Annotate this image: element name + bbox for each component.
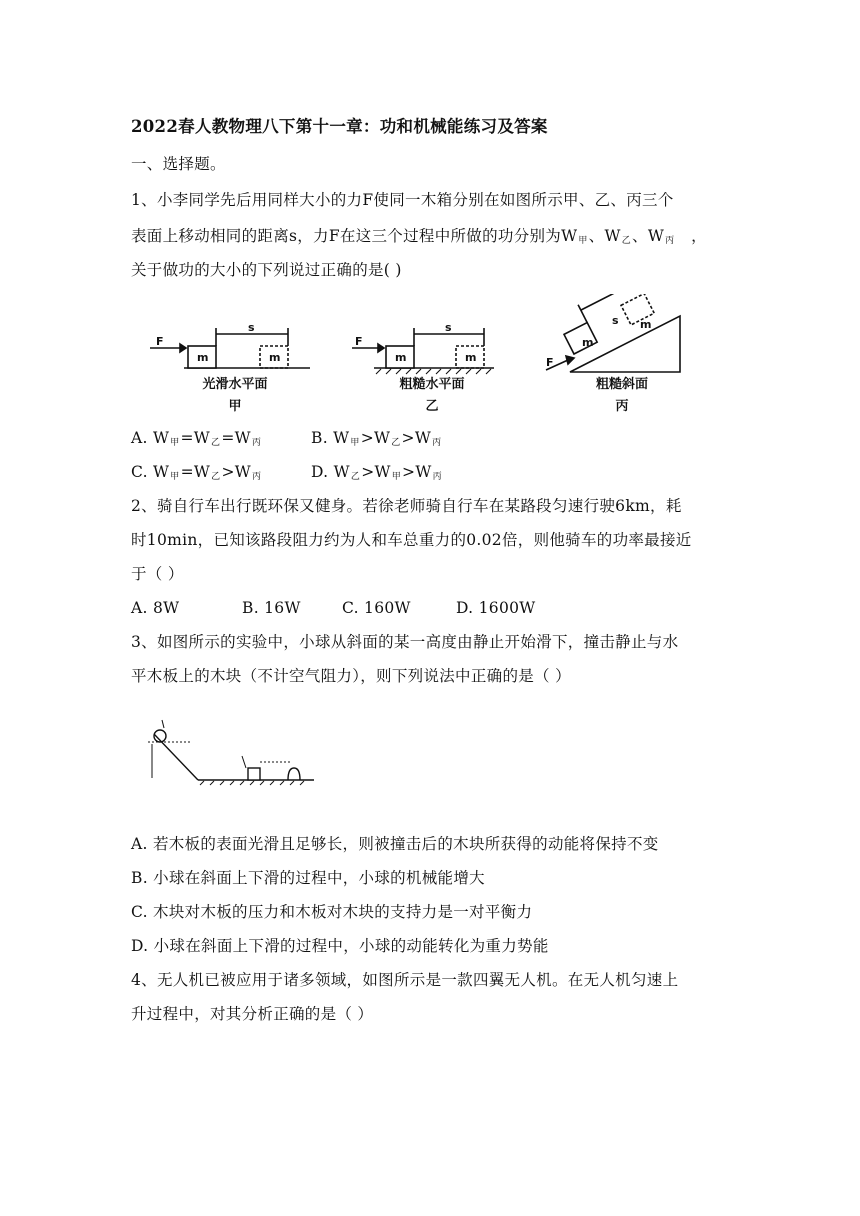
panel-name-3: 丙 <box>615 399 629 414</box>
q2-option-a[interactable]: A. 8W <box>131 599 180 617</box>
opt-a-s3: 丙 <box>251 438 262 448</box>
panel-name-2: 乙 <box>425 399 439 414</box>
opt-b-s3: 丙 <box>432 438 442 448</box>
q1-figure <box>150 294 690 420</box>
opt-b-pre: B. W <box>311 429 350 447</box>
q3-stem-line2: 平木板上的木块（不计空气阻力），则下列说法中正确的是（ ） <box>131 667 571 685</box>
q1-option-b[interactable] <box>311 428 442 453</box>
force-label-1: F <box>156 335 164 348</box>
opt-c-op1: =W <box>180 463 211 481</box>
opt-d-s1: 乙 <box>350 472 361 482</box>
opt-b-s2: 乙 <box>391 438 401 448</box>
q2-option-b[interactable]: B. 16W <box>242 599 301 617</box>
opt-a-op2: =W <box>221 429 251 447</box>
distance-label-3: s <box>612 314 619 327</box>
q3-stem-line1: 3、如图所示的实验中，小球从斜面的某一高度由静止开始滑下，撞击静止与水 <box>131 633 679 651</box>
panel-name-1: 甲 <box>228 399 242 414</box>
opt-a-s1: 甲 <box>170 438 180 448</box>
block-ghost-label-1: m <box>269 351 281 364</box>
page-title: 2022春人教物理八下第十一章：功和机械能练习及答案 <box>131 117 548 136</box>
sep-1: 、 <box>588 227 605 245</box>
q3-option-a[interactable]: A. 若木板的表面光滑且足够长，则被撞击后的木块所获得的动能将保持不变 <box>131 835 659 853</box>
q2-option-d[interactable]: D. 1600W <box>456 599 536 617</box>
opt-a-pre: A. W <box>131 429 170 447</box>
sub-jia: 甲 <box>578 236 588 246</box>
opt-c-pre: C. W <box>131 463 170 481</box>
opt-d-op2: >W <box>402 463 432 481</box>
q2-stem-line2: 时10min，已知该路段阻力约为人和车总重力的0.02倍，则他骑车的功率最接近 <box>131 531 692 549</box>
section-heading: 一、选择题。 <box>131 155 226 173</box>
q1-stem-line1: 1、小李同学先后用同样大小的力F使同一木箱分别在如图所示甲、乙、丙三个 <box>131 191 674 209</box>
surface-label-3: 粗糙斜面 <box>595 377 649 392</box>
q1-option-c[interactable] <box>131 462 311 487</box>
distance-label-1: s <box>248 321 255 334</box>
q3-option-d[interactable]: D. 小球在斜面上下滑的过程中，小球的动能转化为重力势能 <box>131 937 549 955</box>
sub-bing: 丙 <box>665 236 675 246</box>
opt-b-s1: 甲 <box>350 438 360 448</box>
force-label-2: F <box>355 335 363 348</box>
force-label-3: F <box>546 356 554 369</box>
opt-d-pre: D. W <box>311 463 350 481</box>
q1-stem-line2-text: 表面上移动相同的距离s，力F在这三个过程中所做的功分别为W <box>131 227 578 245</box>
block-ghost-label-3: m <box>640 318 652 331</box>
q3-figure <box>142 712 322 788</box>
q2-stem-line1: 2、骑自行车出行既环保又健身。若徐老师骑自行车在某路段匀速行驶6km，耗 <box>131 497 682 515</box>
q3-option-b[interactable]: B. 小球在斜面上下滑的过程中，小球的机械能增大 <box>131 869 485 887</box>
q2-option-c[interactable]: C. 160W <box>342 599 411 617</box>
q1-stem-line2 <box>131 226 707 251</box>
opt-c-s1: 甲 <box>170 472 180 482</box>
opt-d-s2: 甲 <box>391 472 402 482</box>
distance-label-2: s <box>445 321 452 334</box>
q1-option-d[interactable] <box>311 462 443 487</box>
q3-option-c[interactable]: C. 木块对木板的压力和木板对木块的支持力是一对平衡力 <box>131 903 533 921</box>
surface-label-1: 光滑水平面 <box>202 377 268 392</box>
q1-stem-line3: 关于做功的大小的下列说过正确的是( ) <box>131 261 402 279</box>
opt-a-s2: 乙 <box>211 438 221 448</box>
q4-stem-line2: 升过程中，对其分析正确的是（ ） <box>131 1005 374 1023</box>
opt-b-op1: >W <box>360 429 391 447</box>
opt-c-s3: 丙 <box>251 472 262 482</box>
block-label-1: m <box>197 351 209 364</box>
opt-d-s3: 丙 <box>432 472 442 482</box>
q1-options-row2 <box>131 462 443 487</box>
block-ghost-label-2: m <box>465 351 477 364</box>
block-label-3: m <box>582 336 594 349</box>
opt-d-op1: >W <box>361 463 391 481</box>
opt-b-op2: >W <box>401 429 432 447</box>
opt-c-s2: 乙 <box>211 472 221 482</box>
opt-a-op1: =W <box>180 429 211 447</box>
w-yi: W <box>604 227 621 245</box>
q1-options-row1 <box>131 428 442 453</box>
q2-options <box>131 598 536 618</box>
sep-2: 、 <box>632 227 648 245</box>
opt-c-op2: >W <box>221 463 251 481</box>
w-bing: W <box>647 227 665 245</box>
q1-line2-end: ， <box>691 227 707 245</box>
q2-stem-line3: 于（ ） <box>131 565 184 583</box>
q1-option-a[interactable] <box>131 428 311 453</box>
q4-stem-line1: 4、无人机已被应用于诸多领域，如图所示是一款四翼无人机。在无人机匀速上 <box>131 971 679 989</box>
block-label-2: m <box>395 351 407 364</box>
sub-yi: 乙 <box>621 236 632 246</box>
surface-label-2: 粗糙水平面 <box>399 377 465 392</box>
